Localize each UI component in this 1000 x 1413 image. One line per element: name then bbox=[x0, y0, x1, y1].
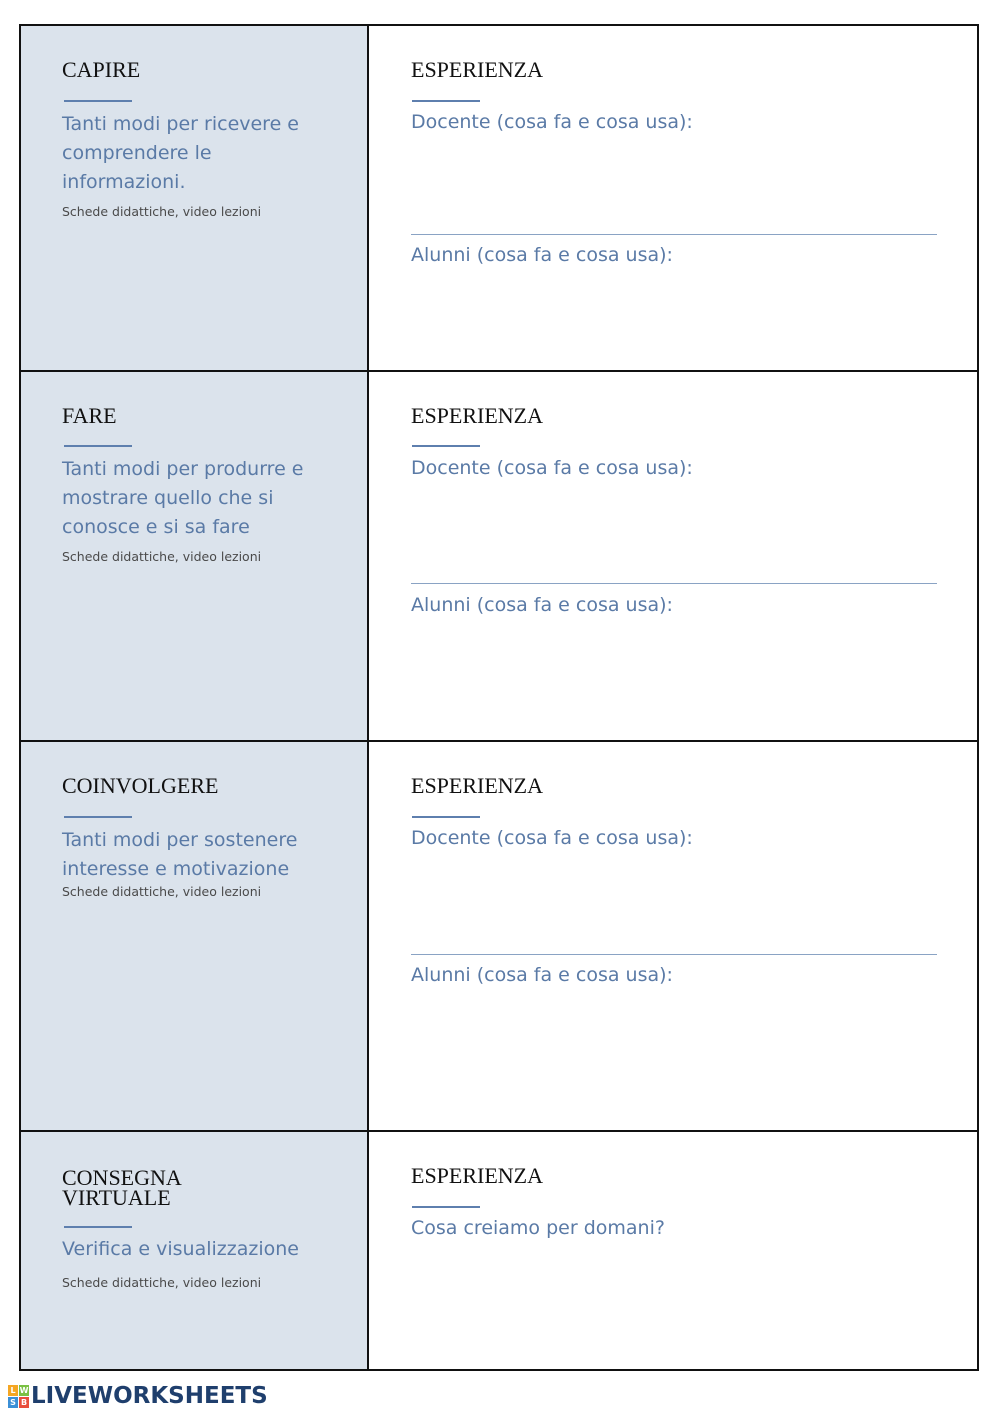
section-description: Tanti modi per ricevere e comprendere le informazioni. bbox=[62, 113, 299, 193]
section-note: Schede didattiche, video lezioni bbox=[62, 204, 262, 219]
experience-panel bbox=[369, 742, 977, 1130]
students-prompt: Alunni (cosa fa e cosa usa): bbox=[411, 594, 673, 616]
logo-tile: W bbox=[19, 1385, 29, 1395]
teacher-prompt: Docente (cosa fa e cosa usa): bbox=[411, 827, 693, 849]
section-note: Schede didattiche, video lezioni bbox=[62, 1275, 262, 1290]
section-left-panel bbox=[21, 742, 369, 1130]
section-note: Schede didattiche, video lezioni bbox=[62, 884, 262, 899]
logo-tile: B bbox=[20, 1397, 28, 1407]
experience-title: ESPERIENZA bbox=[411, 403, 543, 428]
title-underline bbox=[64, 100, 132, 102]
section-title: CONSEGNA VIRTUALE bbox=[62, 1165, 182, 1210]
section-title: CAPIRE bbox=[62, 57, 141, 82]
teacher-prompt: Docente (cosa fa e cosa usa): bbox=[411, 111, 693, 133]
experience-underline bbox=[412, 1206, 480, 1208]
experience-underline bbox=[412, 816, 480, 818]
experience-panel bbox=[369, 1132, 977, 1369]
section-left-panel bbox=[21, 26, 369, 370]
section-note: Schede didattiche, video lezioni bbox=[62, 549, 262, 564]
worksheet-table bbox=[19, 24, 979, 1371]
students-prompt: Alunni (cosa fa e cosa usa): bbox=[411, 964, 673, 986]
experience-title: ESPERIENZA bbox=[411, 57, 543, 82]
title-underline bbox=[64, 1226, 132, 1228]
title-underline bbox=[64, 816, 132, 818]
logo-tile: L bbox=[8, 1385, 18, 1396]
logo-tile: S bbox=[8, 1397, 18, 1408]
experience-underline bbox=[412, 100, 480, 102]
liveworksheets-brand[interactable]: LIVEWORKSHEETS bbox=[31, 1383, 268, 1409]
experience-panel bbox=[369, 372, 977, 740]
experience-title: ESPERIENZA bbox=[411, 773, 543, 798]
prompt-separator bbox=[411, 583, 937, 584]
prompt-separator bbox=[411, 234, 937, 235]
section-title: COINVOLGERE bbox=[62, 773, 219, 798]
tomorrow-prompt: Cosa creiamo per domani? bbox=[411, 1217, 665, 1239]
title-underline bbox=[64, 445, 132, 447]
section-consegna-virtuale bbox=[21, 1132, 977, 1369]
liveworksheets-footer bbox=[8, 1383, 268, 1409]
experience-underline bbox=[412, 445, 480, 447]
section-description: Tanti modi per sostenere interesse e motivazione bbox=[62, 829, 298, 880]
experience-panel bbox=[369, 26, 977, 370]
section-capire bbox=[21, 26, 977, 372]
section-title: FARE bbox=[62, 403, 117, 428]
section-left-panel bbox=[21, 372, 369, 740]
section-fare bbox=[21, 372, 977, 742]
section-left-panel bbox=[21, 1132, 369, 1369]
students-prompt: Alunni (cosa fa e cosa usa): bbox=[411, 244, 673, 266]
section-description: Verifica e visualizzazione bbox=[62, 1238, 299, 1260]
teacher-prompt: Docente (cosa fa e cosa usa): bbox=[411, 457, 693, 479]
experience-title: ESPERIENZA bbox=[411, 1163, 543, 1188]
section-description: Tanti modi per produrre e mostrare quello che si conosce e si sa fare bbox=[62, 458, 304, 538]
liveworksheets-logo-icon bbox=[8, 1385, 29, 1408]
prompt-separator bbox=[411, 954, 937, 955]
section-coinvolgere bbox=[21, 742, 977, 1132]
